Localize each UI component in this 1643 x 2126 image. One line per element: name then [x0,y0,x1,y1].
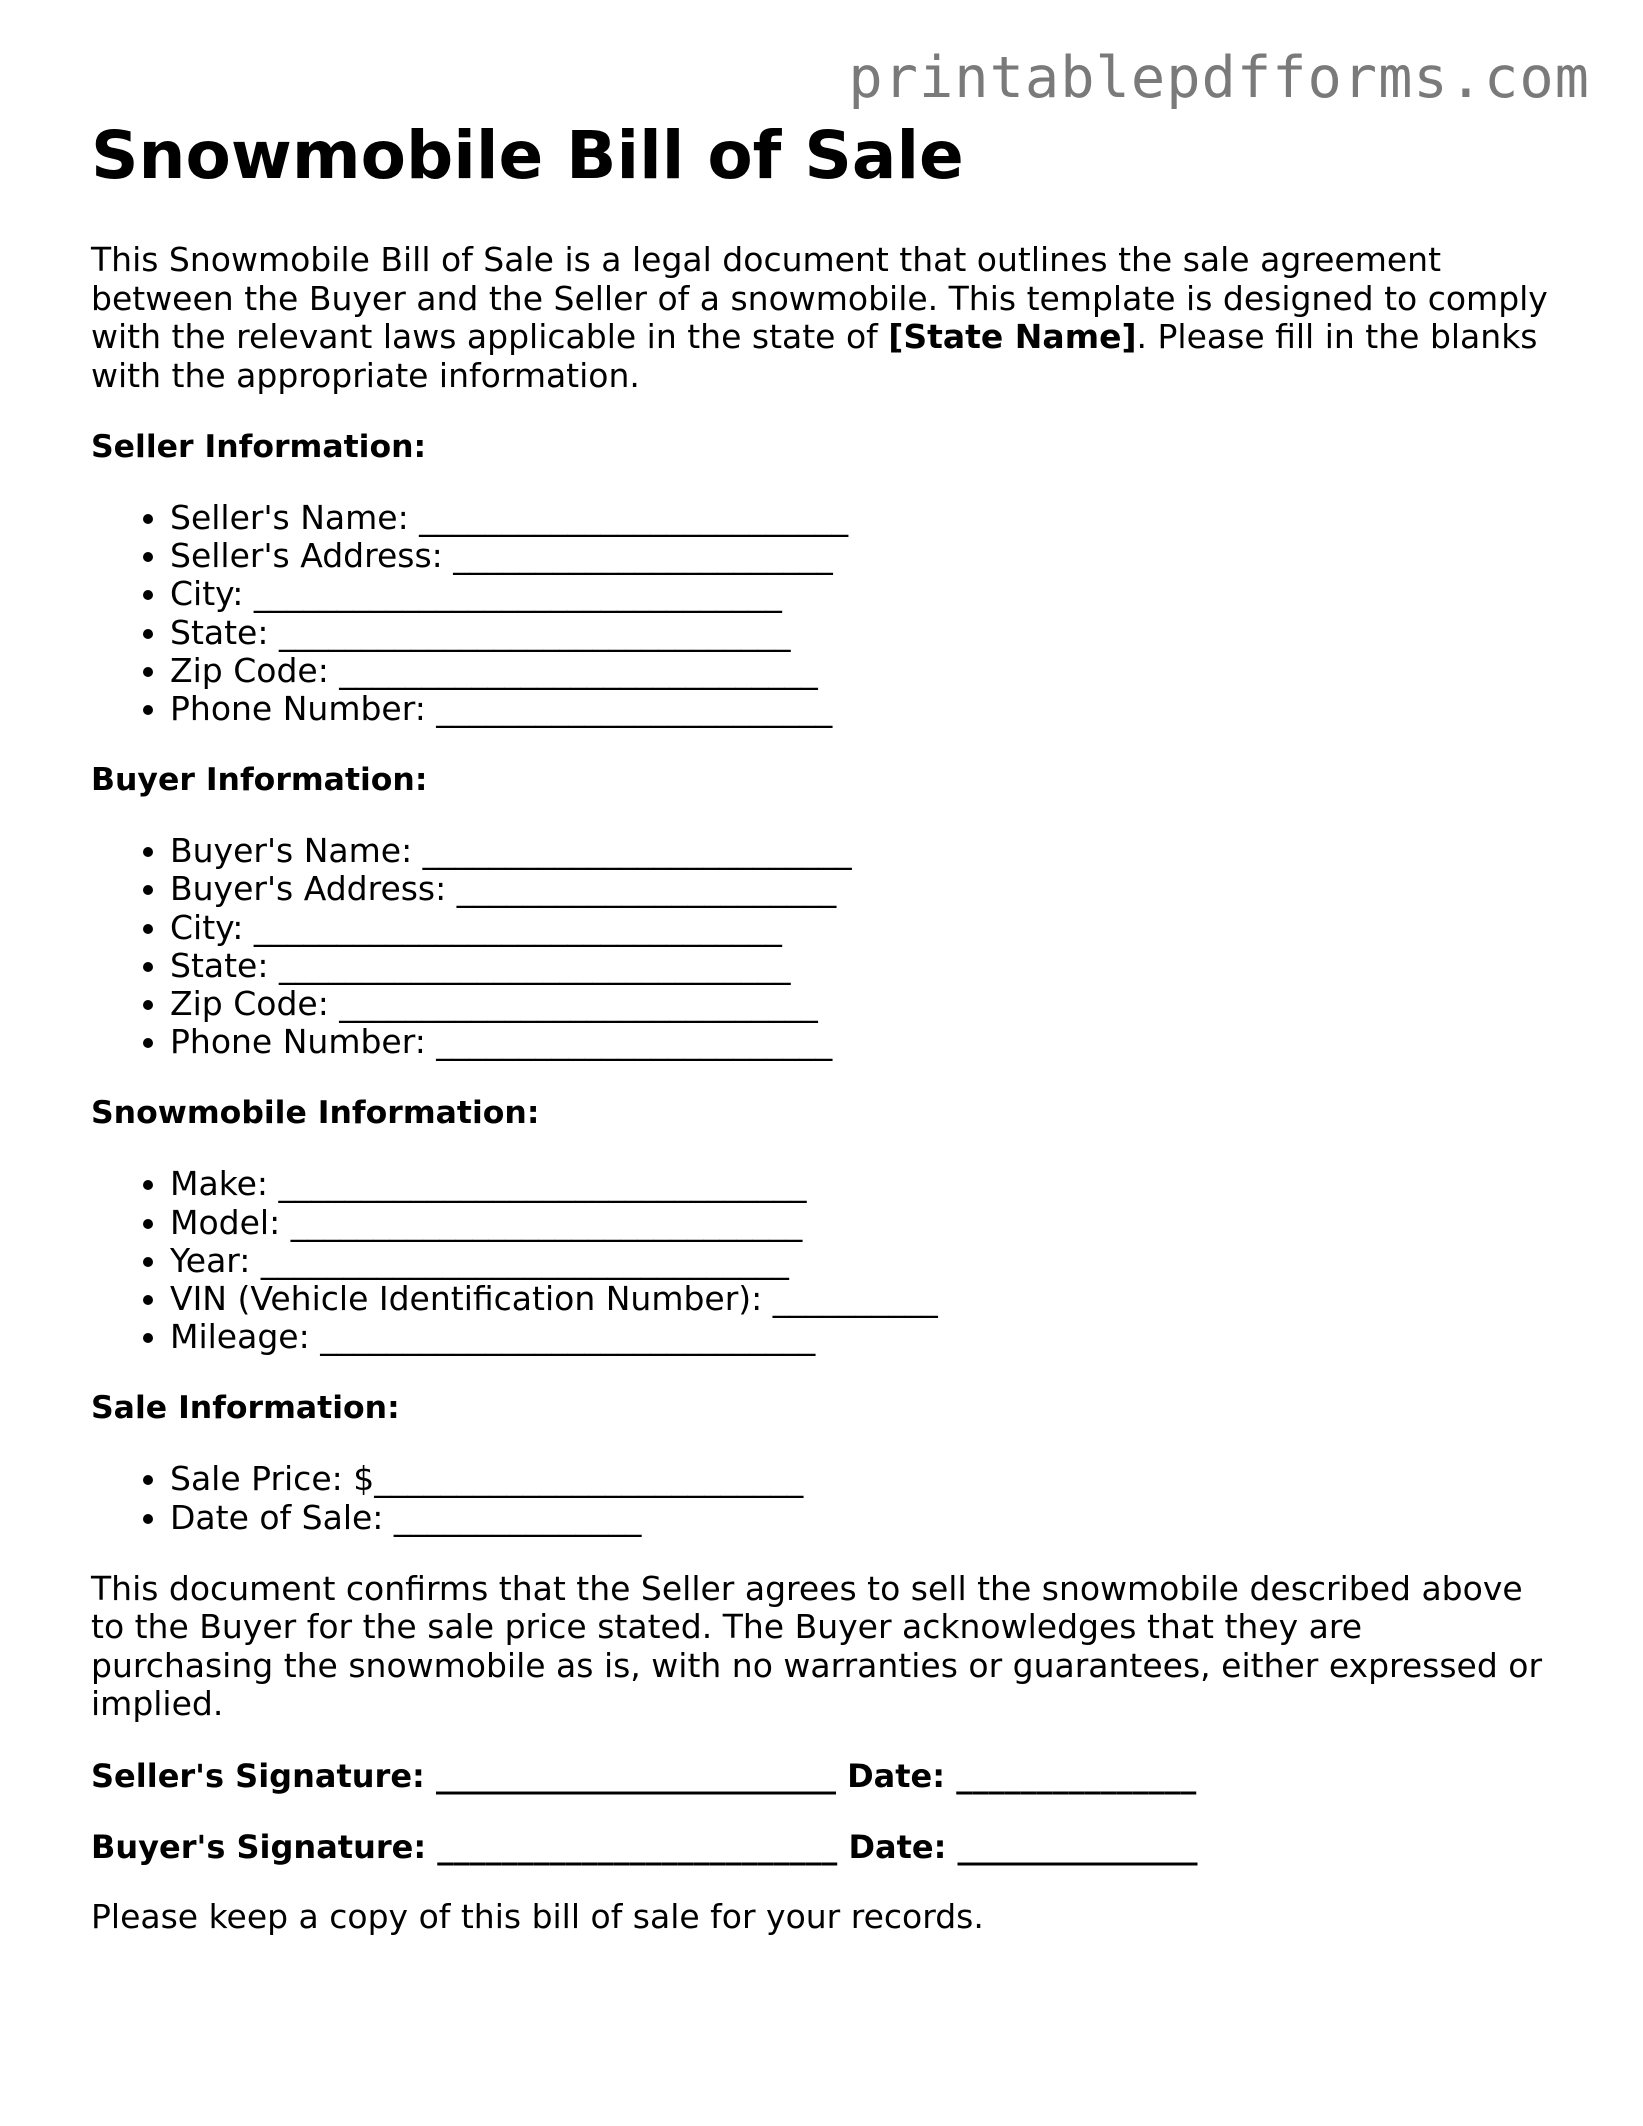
seller-address-field: • Seller's Address: _______________________ [170,537,1551,575]
mileage-field: • Mileage: ______________________________ [170,1318,1551,1356]
seller-info-list [91,499,1551,728]
buyer-section-heading: Buyer Information: [91,762,428,799]
vin-field: • VIN (Vehicle Identification Number): __________ [170,1280,1551,1318]
seller-city-field: • City: ________________________________ [170,575,1551,613]
seller-signature-line: Seller's Signature: _________________________ Date: _______________ [91,1756,1197,1795]
buyer-signature-line: Buyer's Signature: _________________________ Date: _______________ [91,1827,1198,1866]
buyer-info-list [91,832,1551,1061]
intro-text-1: This Snowmobile Bill of Sale is a legal document that outlines the sale agreement between the Buyer and the Seller of a snowmobile. This template is designed to comply with the relevant laws applicable in the state of [91,240,1548,356]
watermark: printablepdfforms.com [848,45,1590,111]
closing-paragraph: This document confirms that the Seller agrees to sell the snowmobile described above to the Buyer for the sale price stated. The Buyer acknowledges that they are purchasing the snowmobile as is, with no warranties or guarantees, either expressed or implied. [91,1568,1543,1724]
model-field: • Model: _______________________________ [170,1204,1551,1242]
buyer-name-field: • Buyer's Name: __________________________ [170,832,1551,870]
seller-phone-field: • Phone Number: ________________________ [170,690,1551,728]
buyer-phone-field: • Phone Number: ________________________ [170,1023,1551,1061]
footer-note: Please keep a copy of this bill of sale for your records. [91,1896,984,1936]
state-name-placeholder: [State Name] [888,317,1137,356]
seller-section-heading: Seller Information: [91,429,427,465]
snowmobile-info-list [91,1165,1551,1356]
buyer-state-field: • State: _______________________________ [170,947,1551,985]
sale-section-heading: Sale Information: [91,1390,400,1427]
document-page [91,118,1551,1936]
seller-zip-field: • Zip Code: _____________________________ [170,652,1551,690]
seller-state-field: • State: _______________________________ [170,614,1551,652]
seller-name-field: • Seller's Name: __________________________ [170,499,1551,537]
intro-text-2: . Please fill in the blanks with the appropriate information. [91,317,1538,395]
buyer-address-field: • Buyer's Address: _______________________ [170,870,1551,908]
sale-date-field: • Date of Sale: _______________ [170,1499,1551,1537]
intro-paragraph [91,241,1551,395]
make-field: • Make: ________________________________ [170,1165,1551,1203]
sale-info-list [91,1460,1551,1536]
page-title: Snowmobile Bill of Sale [91,117,964,194]
buyer-zip-field: • Zip Code: _____________________________ [170,985,1551,1023]
buyer-city-field: • City: ________________________________ [170,909,1551,947]
year-field: • Year: ________________________________ [170,1242,1551,1280]
snowmobile-section-heading: Snowmobile Information: [91,1095,540,1132]
sale-price-field: • Sale Price: $__________________________ [170,1460,1551,1498]
